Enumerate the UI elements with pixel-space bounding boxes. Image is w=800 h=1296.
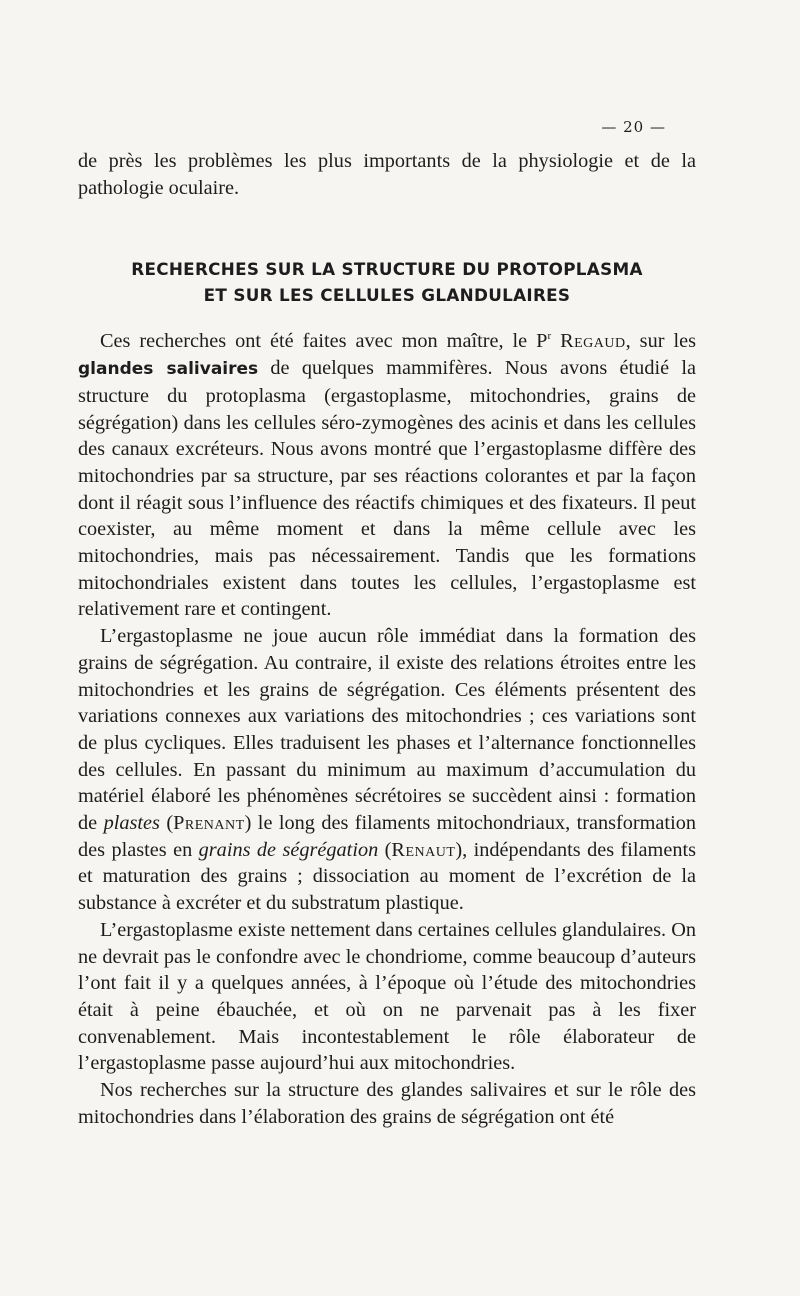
page-number: — 20 — [601, 118, 666, 136]
section-heading-line-1: RECHERCHES SUR LA STRUCTURE DU PROTOPLASMA [131, 259, 643, 280]
paragraph-1-text-a: Ces recherches ont été faites avec mon maître, le P [100, 330, 548, 353]
intro-paragraph: de près les problèmes les plus importants de la physiologie et de la pathologie oculaire. [78, 150, 696, 199]
paragraph-2-text-d: ( [378, 838, 392, 861]
professor-abbrev-sup: r [547, 330, 552, 343]
author-name-prenant: Prenant [173, 812, 245, 835]
paragraph-2-text-a: L’ergastoplasme ne joue aucun rôle immédiat dans la formation des grains de ségrégation. Au contraire, il existe des relations étroites entre les mitochondries et les grains de ségrégation. Ces éléments présentent des variations connexes aux variations des mitochondries ; ces variations sont de plus cycliques. Elles traduisent les phases et l’alternance fonctionnelles des cellules. En passant du minimum au maximum d’accumulation du matériel élaboré les phénomènes sécrétoires se succèdent ainsi : formation de [78, 625, 696, 835]
paragraph-2-text-e: ), indépendants des filaments et maturation des grains ; dissociation au moment de l’excrétion de la substance à excréter et du substratum plastique. [78, 838, 696, 915]
paragraph-1-text-b: , sur les [625, 330, 696, 353]
author-name-renaut: Renaut [391, 838, 456, 861]
section-heading [78, 256, 696, 308]
section-heading-line-2: ET SUR LES CELLULES GLANDULAIRES [203, 285, 571, 306]
paragraph-1-text-c: de quelques mammifères. Nous avons étudié la structure du protoplasma (ergastoplasme, mitochondries, grains de ségrégation) dans les cellules séro-zymogènes des acinis et dans les cellules des canaux excréteurs. Nous avons montré que l’ergastoplasme diffère des mitochondries par sa structure, par ses réactions colorantes et par la façon dont il réagit sous l’influence des réactifs chimiques et des fixateurs. Il peut coexister, au même moment et dans la même cellule avec les mitochondries, mais pas nécessairement. Tandis que les formations mitochondriales existent dans toutes les cellules, l’ergastoplasme est relativement rare et contingent. [78, 357, 696, 621]
italic-term-grains: grains de ségrégation [198, 838, 379, 861]
paragraph-2-text-c: ) le long des filaments mitochondriaux, transformation des plastes en [78, 812, 696, 861]
paragraph-4: Nos recherches sur la structure des glandes salivaires et sur le rôle des mitochondries dans l’élaboration des grains de ségrégation ont été [78, 1079, 696, 1128]
bold-term-glandes-salivaires: glandes salivaires [78, 359, 259, 380]
paragraph-3: L’ergastoplasme existe nettement dans certaines cellules glandulaires. On ne devrait pas le confondre avec le chondriome, comme beaucoup d’auteurs l’ont fait il y a quelques années, à l’époque où l’étude des mitochondries était à peine ébauchée, et où on ne parvenait pas à les fixer convenablement. Mais incontestablement le rôle élaborateur de l’ergastoplasme passe aujourd’hui aux mitochondries. [78, 918, 696, 1075]
author-name-regaud: Regaud [560, 330, 626, 353]
italic-term-plastes: plastes [103, 812, 160, 835]
paragraph-2 [78, 623, 696, 917]
paragraph-1 [78, 328, 696, 623]
paragraph-2-text-b: ( [159, 812, 174, 835]
